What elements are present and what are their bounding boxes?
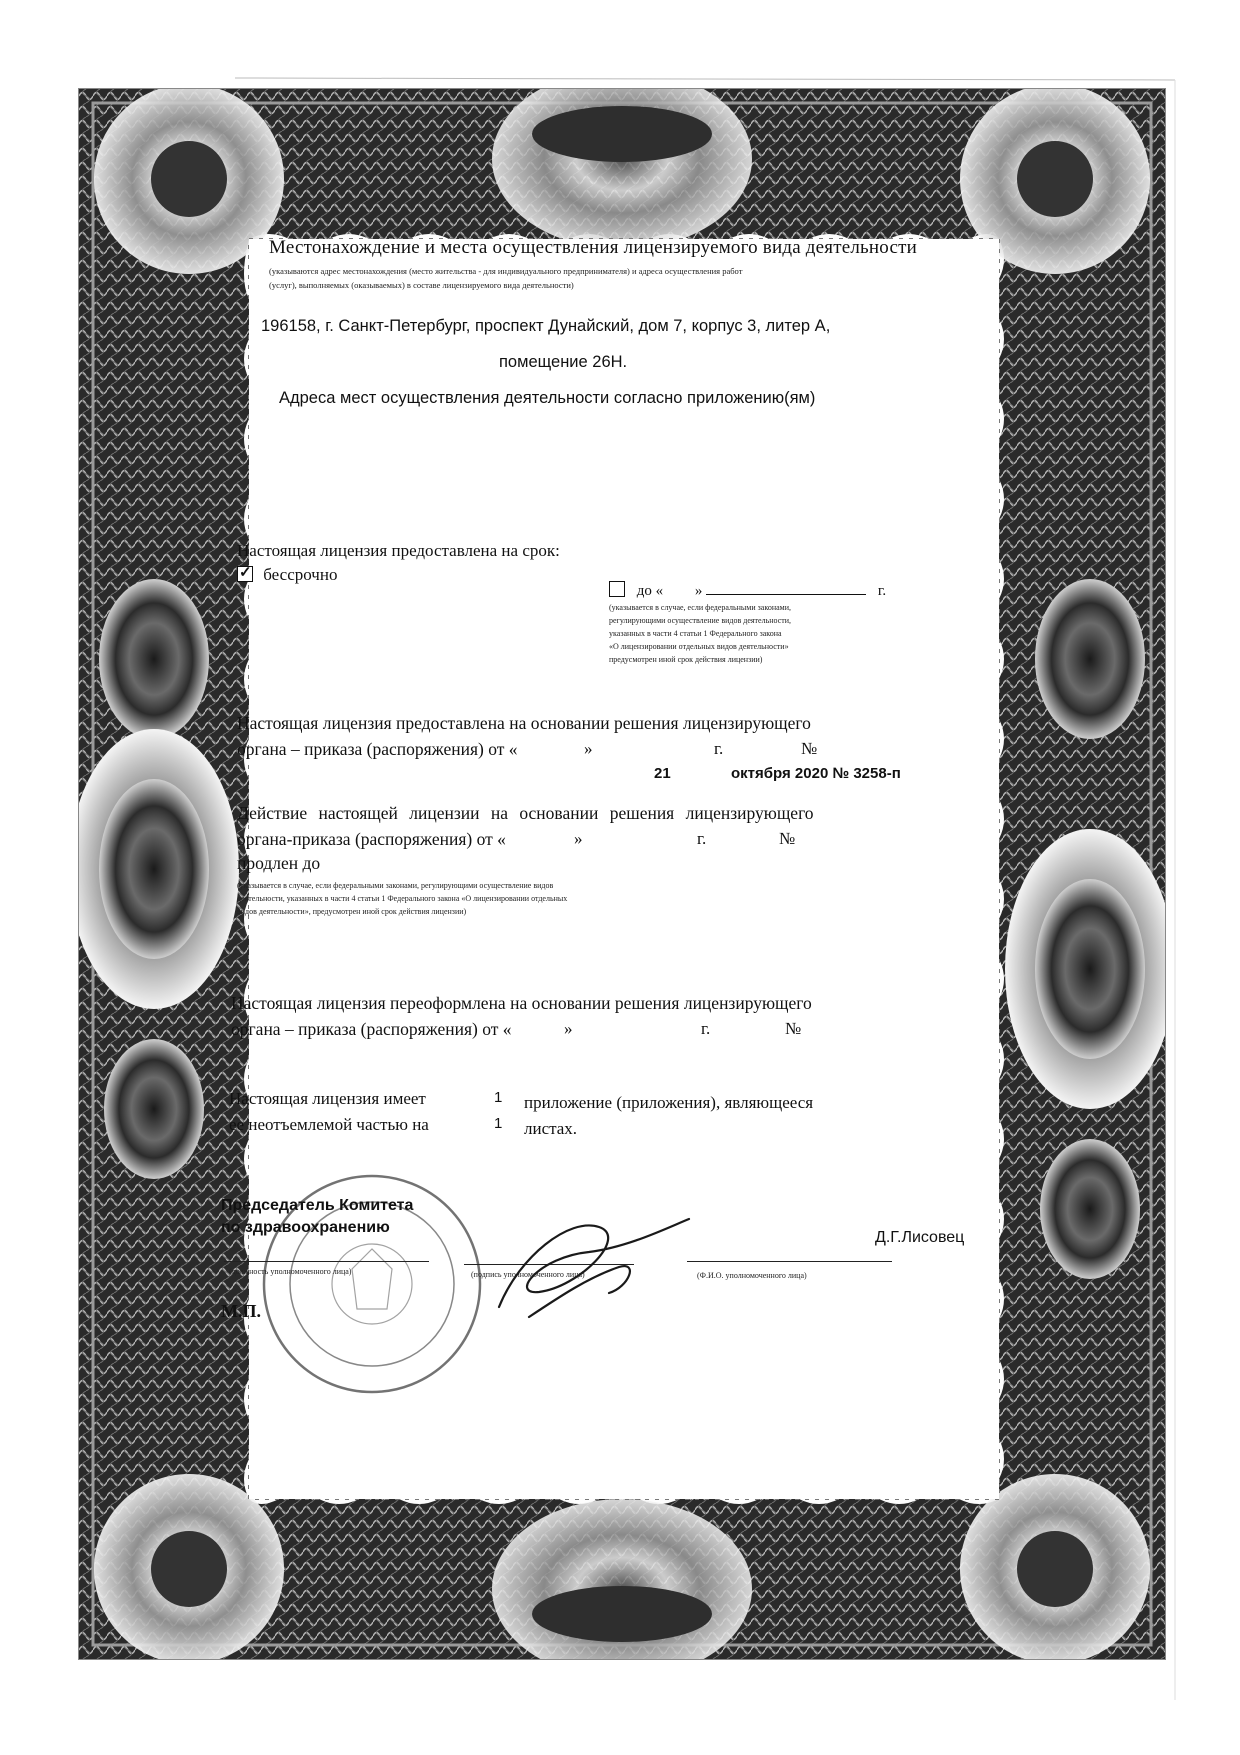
basis-date-number: октября 2020 № 3258-п bbox=[731, 765, 901, 782]
reissue-no: № bbox=[785, 1019, 802, 1038]
address-line-1: 196158, г. Санкт-Петербург, проспект Дунайский, дом 7, корпус 3, литер А, bbox=[261, 317, 831, 335]
location-note-2: (услуг), выполняемых (оказываемых) в составе лицензируемого вида деятельности) bbox=[269, 280, 574, 290]
term-until-label: до « bbox=[636, 583, 664, 599]
signer-position-2: по здравоохранению bbox=[221, 1219, 390, 1236]
signer-name: Д.Г.Лисовец bbox=[875, 1229, 965, 1246]
appendix-line-1b: приложение (приложения), являющееся bbox=[524, 1093, 814, 1112]
location-heading: Местонахождение и места осуществления лицензируемого вида деятельности bbox=[269, 237, 917, 258]
reissue-quote: » bbox=[564, 1019, 573, 1038]
term-note-4: «О лицензировании отдельных видов деятельности» bbox=[609, 642, 789, 651]
extension-no: № bbox=[779, 829, 796, 848]
basis-line-2: органа – приказа (распоряжения) от « bbox=[237, 739, 518, 759]
extension-line-3: продлен до bbox=[237, 853, 321, 873]
signer-name-caption: (Ф.И.О. уполномоченного лица) bbox=[697, 1271, 807, 1280]
term-until-option[interactable] bbox=[609, 581, 886, 600]
reissue-line-1: Настоящая лицензия переоформлена на основании решения лицензирующего bbox=[231, 993, 812, 1013]
extension-note-3: видов деятельности», предусмотрен иной срок действия лицензии) bbox=[237, 907, 467, 916]
term-until-quote: » bbox=[694, 583, 703, 599]
extension-line-1: Действие настоящей лицензии на основании решения лицензирующего bbox=[237, 803, 814, 823]
term-unlimited-option[interactable] bbox=[237, 565, 337, 585]
term-note bbox=[609, 601, 909, 666]
term-note-5: предусмотрен иной срок действия лицензии) bbox=[609, 655, 763, 664]
extension-note bbox=[237, 879, 737, 918]
extension-note-1: (указывается в случае, если федеральными законами, регулирующими осуществление видов bbox=[237, 881, 554, 890]
seal-place: М.П. bbox=[221, 1301, 261, 1321]
signer-position-1: Председатель Комитета bbox=[221, 1197, 414, 1214]
term-unlimited-label: бессрочно bbox=[263, 565, 338, 584]
basis-day: 21 bbox=[654, 765, 671, 782]
handwritten-signature bbox=[479, 1197, 699, 1327]
addresses-appendix: Адреса мест осуществления деятельности согласно приложению(ям) bbox=[279, 389, 816, 407]
appendix-line-2b: листах. bbox=[524, 1119, 578, 1138]
basis-quote: » bbox=[584, 739, 593, 758]
until-checkbox[interactable] bbox=[609, 581, 625, 597]
unlimited-checkbox[interactable] bbox=[237, 566, 253, 582]
appendix-line-2a: ее неотъемлемой частью на bbox=[229, 1115, 429, 1134]
extension-quote: » bbox=[574, 829, 583, 848]
basis-year: г. bbox=[714, 739, 724, 758]
extension-year: г. bbox=[697, 829, 707, 848]
location-note-1: (указываются адрес местонахождения (место жительства - для индивидуального предпринимателя) и адреса осуществления работ bbox=[269, 266, 743, 276]
basis-line-1: Настоящая лицензия предоставлена на основании решения лицензирующего bbox=[237, 713, 811, 733]
license-sheet bbox=[78, 88, 1166, 1660]
reissue-year: г. bbox=[701, 1019, 711, 1038]
appendix-line-1a: Настоящая лицензия имеет bbox=[229, 1089, 426, 1108]
term-heading: Настоящая лицензия предоставлена на срок: bbox=[237, 541, 560, 560]
extension-note-2: деятельности, указанных в части 4 статьи 1 Федерального закона «О лицензировании отдельных bbox=[237, 894, 568, 903]
appendix-count: 1 bbox=[494, 1089, 503, 1106]
extension-line-2: органа-приказа (распоряжения) от « bbox=[237, 829, 506, 849]
signature-caption: (подпись уполномоченного лица) bbox=[471, 1270, 585, 1279]
term-until-year: г. bbox=[877, 583, 887, 599]
term-note-3: указанных в части 4 статьи 1 Федерального закона bbox=[609, 629, 782, 638]
term-until-date-field bbox=[706, 594, 866, 595]
term-note-2: регулирующими осуществление видов деятельности, bbox=[609, 616, 792, 625]
appendix-sheets: 1 bbox=[494, 1115, 503, 1132]
basis-no: № bbox=[801, 739, 818, 758]
term-note-1: (указывается в случае, если федеральными законами, bbox=[609, 603, 792, 612]
signer-position-caption: (должность уполномоченного лица) bbox=[229, 1267, 352, 1276]
address-line-2: помещение 26Н. bbox=[499, 353, 628, 371]
reissue-line-2: органа – приказа (распоряжения) от « bbox=[231, 1019, 512, 1039]
